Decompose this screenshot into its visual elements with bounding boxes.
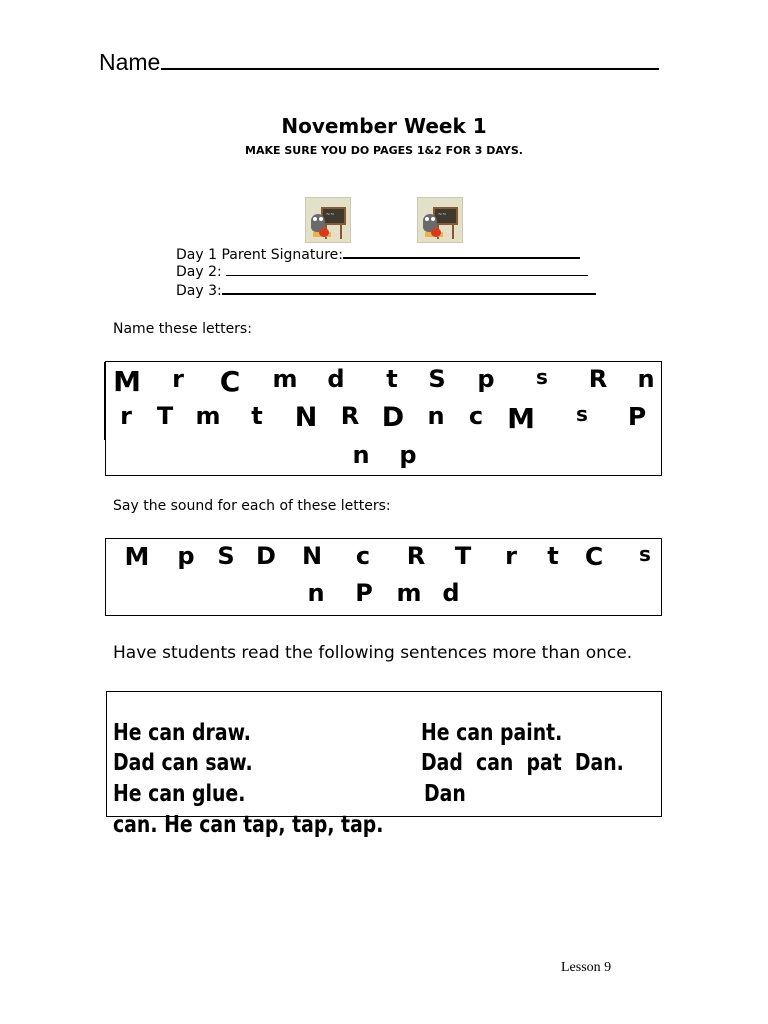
signature-day3: [176, 281, 596, 299]
sentence: Dan: [424, 781, 466, 807]
letter-item: m: [272, 365, 298, 393]
letter-sounds-prompt: Say the sound for each of these letters:: [113, 498, 391, 514]
letter-item: R: [588, 365, 608, 393]
sentence-continuation: can. He can tap, tap, tap.: [113, 812, 384, 838]
letter-item: d: [442, 579, 460, 607]
letter-item: c: [355, 542, 371, 570]
letter-item: d: [327, 365, 345, 393]
letter-item: n: [637, 365, 655, 393]
letter-item: M: [507, 402, 535, 435]
letter-item: c: [468, 402, 484, 430]
letter-item: N: [294, 402, 318, 433]
letter-item: D: [256, 542, 276, 570]
letter-item: r: [120, 402, 132, 430]
letter-item: n: [427, 402, 445, 430]
letter-item: P: [355, 579, 373, 607]
signature-day1-label: Day 1 Parent Signature:: [176, 247, 343, 263]
letter-item: s: [576, 402, 588, 426]
name-letters-prompt: Name these letters:: [113, 321, 252, 337]
letter-item: p: [177, 542, 195, 570]
owl-chalkboard-image: ~~: [305, 197, 351, 243]
sentence: He can paint.: [421, 720, 563, 746]
letter-item: p: [399, 441, 417, 469]
signature-day1: [176, 245, 580, 263]
letter-item: T: [156, 402, 174, 430]
letter-item: n: [352, 441, 370, 469]
letter-item: D: [381, 402, 405, 433]
letter-item: p: [477, 365, 495, 393]
sentence: Dad can pat Dan.: [421, 750, 624, 776]
name-field[interactable]: [99, 48, 659, 76]
letter-item: N: [301, 542, 323, 570]
signature-day3-label: Day 3:: [176, 283, 222, 299]
letter-item: s: [639, 542, 651, 566]
letter-item: C: [584, 542, 604, 571]
signature-day1-line[interactable]: [343, 245, 580, 259]
letter-item: M: [124, 542, 150, 571]
lesson-number: Lesson 9: [561, 960, 612, 975]
letter-item: n: [307, 579, 325, 607]
signature-day3-line[interactable]: [222, 281, 596, 295]
letter-item: m: [195, 402, 221, 430]
letter-item: M: [113, 365, 141, 398]
letter-item: m: [396, 579, 422, 607]
letter-item: t: [251, 402, 263, 430]
signature-day2-line[interactable]: [226, 263, 588, 276]
letter-item: S: [217, 542, 235, 570]
sentence: Dad can saw.: [113, 750, 253, 776]
letter-item: P: [627, 402, 647, 431]
name-blank-line[interactable]: [161, 48, 659, 70]
letter-item: t: [386, 365, 398, 393]
signature-day2-label: Day 2:: [176, 264, 222, 280]
letter-item: t: [547, 542, 559, 570]
letter-item: r: [505, 542, 517, 570]
letter-item: S: [428, 365, 446, 393]
letter-item: R: [406, 542, 426, 570]
sentences-prompt: Have students read the following sentences more than once.: [113, 643, 633, 663]
sentence: He can draw.: [113, 720, 251, 746]
owl-chalkboard-image: ~~: [417, 197, 463, 243]
box-left-rule: [104, 362, 106, 440]
signature-day2: [176, 263, 588, 280]
page-title: November Week 1: [281, 114, 487, 138]
letter-item: R: [340, 402, 360, 430]
letter-item: C: [219, 365, 241, 398]
name-label: Name: [99, 49, 161, 75]
page-subtitle: MAKE SURE YOU DO PAGES 1&2 FOR 3 DAYS.: [245, 144, 523, 157]
sentence: He can glue.: [113, 781, 246, 807]
letter-item: s: [536, 365, 548, 389]
letter-item: r: [172, 365, 184, 393]
letter-item: T: [454, 542, 472, 570]
